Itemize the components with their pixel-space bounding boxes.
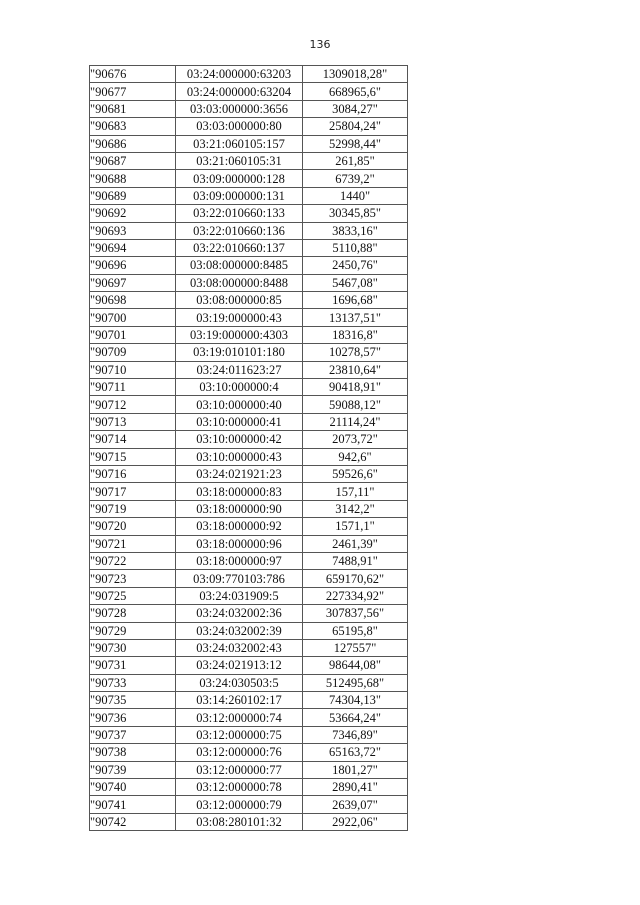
- record-id-cell: "90721: [90, 535, 176, 552]
- cadastral-number-cell: 03:24:032002:36: [176, 605, 303, 622]
- table-row: [90, 205, 408, 222]
- record-id-cell: "90700: [90, 309, 176, 326]
- value-cell: 659170,62": [303, 570, 408, 587]
- value-cell: 21114,24": [303, 413, 408, 430]
- value-cell: 2890,41": [303, 779, 408, 796]
- cadastral-number-cell: 03:10:000000:4: [176, 379, 303, 396]
- cadastral-number-cell: 03:08:280101:32: [176, 813, 303, 830]
- cadastral-number-cell: 03:24:032002:39: [176, 622, 303, 639]
- record-id-cell: "90683: [90, 118, 176, 135]
- record-id-cell: "90677: [90, 83, 176, 100]
- value-cell: 74304,13": [303, 692, 408, 709]
- table-row: [90, 344, 408, 361]
- cadastral-number-cell: 03:22:010660:137: [176, 239, 303, 256]
- table-row: [90, 570, 408, 587]
- table-row: [90, 500, 408, 517]
- cadastral-number-cell: 03:09:000000:128: [176, 170, 303, 187]
- cadastral-number-cell: 03:12:000000:77: [176, 761, 303, 778]
- value-cell: 127557": [303, 639, 408, 656]
- value-cell: 2461,39": [303, 535, 408, 552]
- value-cell: 3084,27": [303, 100, 408, 117]
- table-row: [90, 448, 408, 465]
- record-id-cell: "90737: [90, 726, 176, 743]
- record-id-cell: "90687: [90, 152, 176, 169]
- record-id-cell: "90715: [90, 448, 176, 465]
- cadastral-number-cell: 03:10:000000:43: [176, 448, 303, 465]
- value-cell: 2639,07": [303, 796, 408, 813]
- value-cell: 65163,72": [303, 744, 408, 761]
- cadastral-number-cell: 03:08:000000:8485: [176, 257, 303, 274]
- cadastral-number-cell: 03:08:000000:85: [176, 292, 303, 309]
- cadastral-number-cell: 03:24:000000:63204: [176, 83, 303, 100]
- record-id-cell: "90698: [90, 292, 176, 309]
- record-id-cell: "90742: [90, 813, 176, 830]
- cadastral-number-cell: 03:03:000000:3656: [176, 100, 303, 117]
- table-row: [90, 674, 408, 691]
- table-row: [90, 605, 408, 622]
- cadastral-number-cell: 03:24:021913:12: [176, 657, 303, 674]
- table-row: [90, 118, 408, 135]
- cadastral-number-cell: 03:12:000000:74: [176, 709, 303, 726]
- table-row: [90, 274, 408, 291]
- cadastral-number-cell: 03:18:000000:83: [176, 483, 303, 500]
- record-id-cell: "90694: [90, 239, 176, 256]
- value-cell: 5110,88": [303, 239, 408, 256]
- value-cell: 7346,89": [303, 726, 408, 743]
- value-cell: 59526,6": [303, 465, 408, 482]
- table-row: [90, 813, 408, 830]
- cadastral-number-cell: 03:18:000000:97: [176, 552, 303, 569]
- cadastral-number-cell: 03:10:000000:42: [176, 431, 303, 448]
- table-row: [90, 361, 408, 378]
- table-row: [90, 152, 408, 169]
- table-row: [90, 779, 408, 796]
- value-cell: 512495,68": [303, 674, 408, 691]
- record-id-cell: "90728: [90, 605, 176, 622]
- record-id-cell: "90711: [90, 379, 176, 396]
- table-row: [90, 170, 408, 187]
- table-row: [90, 83, 408, 100]
- cadastral-number-cell: 03:12:000000:78: [176, 779, 303, 796]
- value-cell: 1571,1": [303, 518, 408, 535]
- cadastral-number-cell: 03:03:000000:80: [176, 118, 303, 135]
- record-id-cell: "90701: [90, 326, 176, 343]
- table-row: [90, 326, 408, 343]
- record-id-cell: "90731: [90, 657, 176, 674]
- table-body: [90, 66, 408, 831]
- cadastral-number-cell: 03:19:010101:180: [176, 344, 303, 361]
- record-id-cell: "90714: [90, 431, 176, 448]
- record-id-cell: "90720: [90, 518, 176, 535]
- value-cell: 2073,72": [303, 431, 408, 448]
- cadastral-number-cell: 03:18:000000:92: [176, 518, 303, 535]
- record-id-cell: "90688: [90, 170, 176, 187]
- record-id-cell: "90740: [90, 779, 176, 796]
- value-cell: 25804,24": [303, 118, 408, 135]
- value-cell: 6739,2": [303, 170, 408, 187]
- page-number: 136: [309, 38, 331, 51]
- table-row: [90, 709, 408, 726]
- value-cell: 942,6": [303, 448, 408, 465]
- value-cell: 52998,44": [303, 135, 408, 152]
- cadastral-number-cell: 03:18:000000:96: [176, 535, 303, 552]
- value-cell: 157,11": [303, 483, 408, 500]
- value-cell: 261,85": [303, 152, 408, 169]
- value-cell: 227334,92": [303, 587, 408, 604]
- value-cell: 7488,91": [303, 552, 408, 569]
- table-row: [90, 239, 408, 256]
- cadastral-number-cell: 03:24:031909:5: [176, 587, 303, 604]
- record-id-cell: "90716: [90, 465, 176, 482]
- value-cell: 30345,85": [303, 205, 408, 222]
- value-cell: 65195,8": [303, 622, 408, 639]
- record-id-cell: "90713: [90, 413, 176, 430]
- table-row: [90, 465, 408, 482]
- cadastral-number-cell: 03:21:060105:31: [176, 152, 303, 169]
- cadastral-number-cell: 03:14:260102:17: [176, 692, 303, 709]
- record-id-cell: "90738: [90, 744, 176, 761]
- value-cell: 668965,6": [303, 83, 408, 100]
- table-row: [90, 744, 408, 761]
- record-id-cell: "90692: [90, 205, 176, 222]
- cadastral-number-cell: 03:10:000000:41: [176, 413, 303, 430]
- table-row: [90, 518, 408, 535]
- value-cell: 2922,06": [303, 813, 408, 830]
- table-row: [90, 552, 408, 569]
- cadastral-number-cell: 03:24:032002:43: [176, 639, 303, 656]
- record-id-cell: "90686: [90, 135, 176, 152]
- record-id-cell: "90710: [90, 361, 176, 378]
- value-cell: 1309018,28": [303, 66, 408, 83]
- data-table: [89, 65, 408, 831]
- cadastral-number-cell: 03:22:010660:136: [176, 222, 303, 239]
- cadastral-number-cell: 03:21:060105:157: [176, 135, 303, 152]
- value-cell: 98644,08": [303, 657, 408, 674]
- cadastral-number-cell: 03:09:000000:131: [176, 187, 303, 204]
- value-cell: 1801,27": [303, 761, 408, 778]
- record-id-cell: "90717: [90, 483, 176, 500]
- record-id-cell: "90681: [90, 100, 176, 117]
- value-cell: 3142,2": [303, 500, 408, 517]
- cadastral-number-cell: 03:24:030503:5: [176, 674, 303, 691]
- cadastral-number-cell: 03:10:000000:40: [176, 396, 303, 413]
- value-cell: 1440": [303, 187, 408, 204]
- value-cell: 1696,68": [303, 292, 408, 309]
- table-row: [90, 639, 408, 656]
- cadastral-number-cell: 03:12:000000:76: [176, 744, 303, 761]
- value-cell: 10278,57": [303, 344, 408, 361]
- record-id-cell: "90730: [90, 639, 176, 656]
- table-row: [90, 257, 408, 274]
- record-id-cell: "90722: [90, 552, 176, 569]
- record-id-cell: "90741: [90, 796, 176, 813]
- table-row: [90, 309, 408, 326]
- cadastral-number-cell: 03:24:000000:63203: [176, 66, 303, 83]
- table-row: [90, 761, 408, 778]
- value-cell: 18316,8": [303, 326, 408, 343]
- table-row: [90, 622, 408, 639]
- cadastral-number-cell: 03:18:000000:90: [176, 500, 303, 517]
- table-row: [90, 66, 408, 83]
- table-row: [90, 431, 408, 448]
- table-row: [90, 413, 408, 430]
- record-id-cell: "90723: [90, 570, 176, 587]
- cadastral-number-cell: 03:12:000000:79: [176, 796, 303, 813]
- record-id-cell: "90696: [90, 257, 176, 274]
- record-id-cell: "90676: [90, 66, 176, 83]
- record-id-cell: "90735: [90, 692, 176, 709]
- table-row: [90, 135, 408, 152]
- value-cell: 3833,16": [303, 222, 408, 239]
- cadastral-number-cell: 03:24:011623:27: [176, 361, 303, 378]
- cadastral-number-cell: 03:22:010660:133: [176, 205, 303, 222]
- cadastral-number-cell: 03:09:770103:786: [176, 570, 303, 587]
- record-id-cell: "90709: [90, 344, 176, 361]
- cadastral-number-cell: 03:19:000000:4303: [176, 326, 303, 343]
- record-id-cell: "90697: [90, 274, 176, 291]
- table-row: [90, 396, 408, 413]
- table-row: [90, 726, 408, 743]
- table-row: [90, 100, 408, 117]
- table-row: [90, 796, 408, 813]
- value-cell: 307837,56": [303, 605, 408, 622]
- value-cell: 13137,51": [303, 309, 408, 326]
- record-id-cell: "90725: [90, 587, 176, 604]
- table-row: [90, 483, 408, 500]
- table-row: [90, 187, 408, 204]
- record-id-cell: "90729: [90, 622, 176, 639]
- record-id-cell: "90689: [90, 187, 176, 204]
- value-cell: 90418,91": [303, 379, 408, 396]
- record-id-cell: "90712: [90, 396, 176, 413]
- value-cell: 2450,76": [303, 257, 408, 274]
- cadastral-number-cell: 03:24:021921:23: [176, 465, 303, 482]
- value-cell: 53664,24": [303, 709, 408, 726]
- record-id-cell: "90733: [90, 674, 176, 691]
- value-cell: 59088,12": [303, 396, 408, 413]
- table-row: [90, 535, 408, 552]
- record-id-cell: "90693: [90, 222, 176, 239]
- table-row: [90, 692, 408, 709]
- value-cell: 23810,64": [303, 361, 408, 378]
- table-row: [90, 292, 408, 309]
- record-id-cell: "90739: [90, 761, 176, 778]
- table-row: [90, 657, 408, 674]
- record-id-cell: "90719: [90, 500, 176, 517]
- cadastral-number-cell: 03:19:000000:43: [176, 309, 303, 326]
- table-row: [90, 379, 408, 396]
- cadastral-number-cell: 03:12:000000:75: [176, 726, 303, 743]
- record-id-cell: "90736: [90, 709, 176, 726]
- cadastral-number-cell: 03:08:000000:8488: [176, 274, 303, 291]
- value-cell: 5467,08": [303, 274, 408, 291]
- table-row: [90, 222, 408, 239]
- table-row: [90, 587, 408, 604]
